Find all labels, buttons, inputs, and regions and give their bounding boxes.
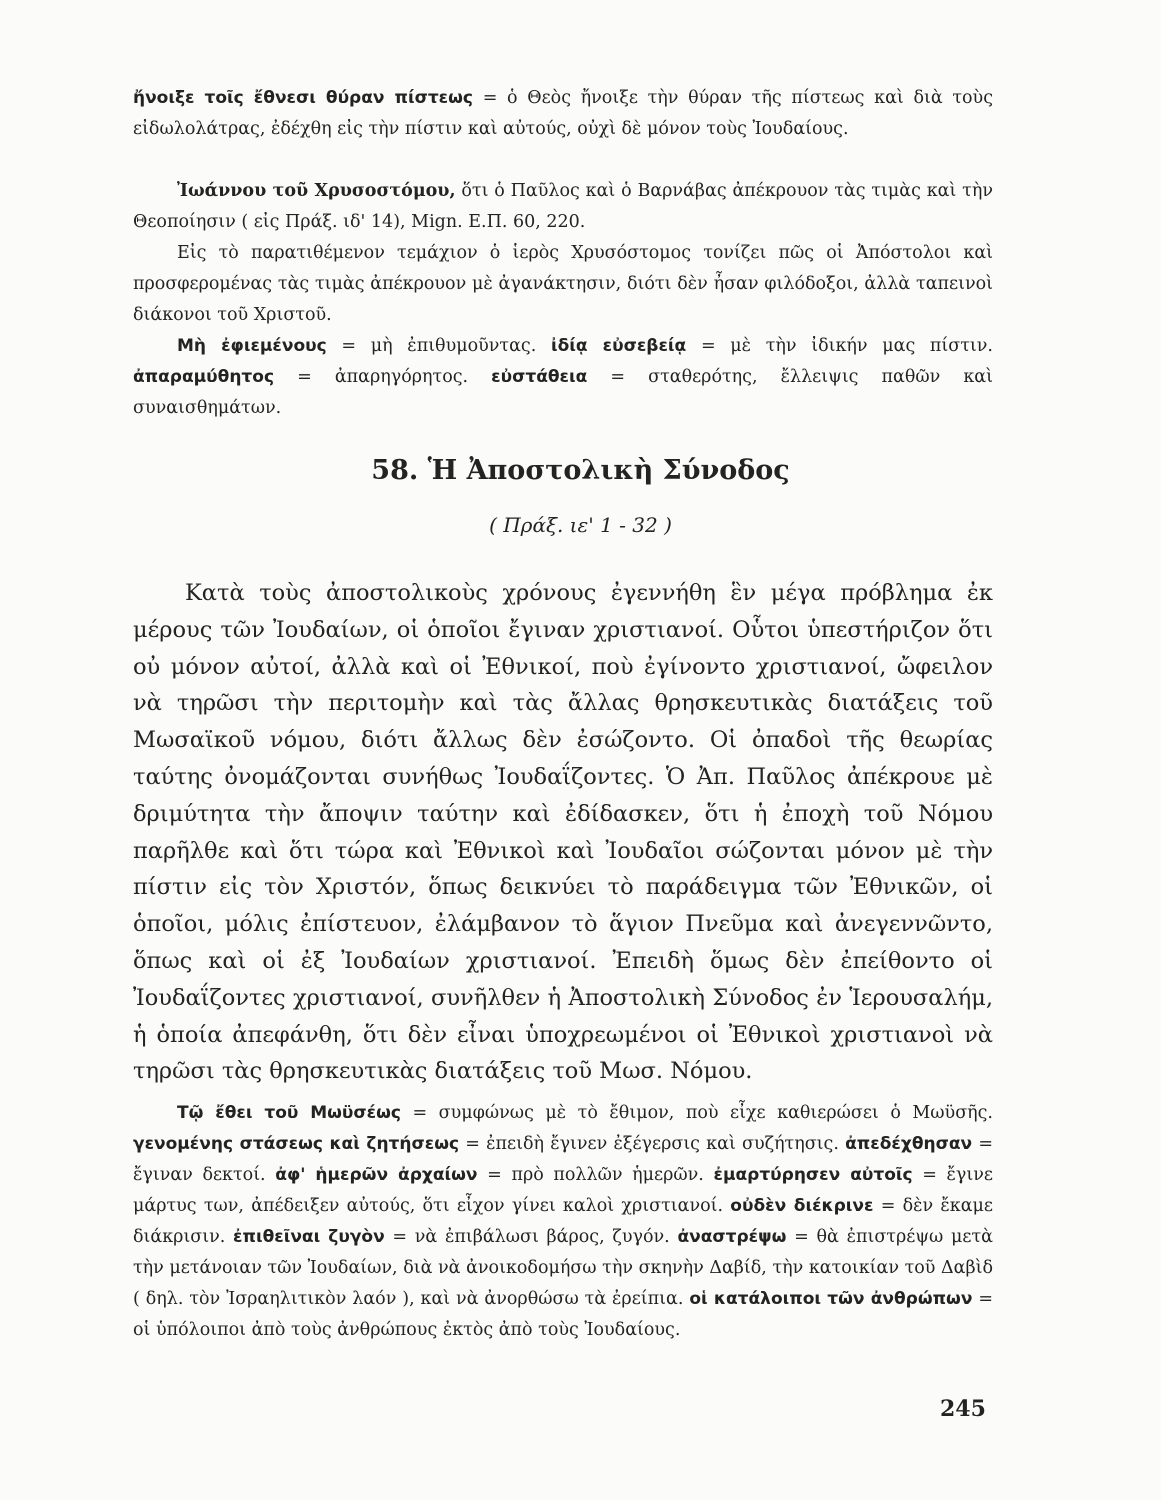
note-term: ἀφ' ἡμερῶν ἀρχαίων	[275, 1165, 478, 1185]
note-definition: = μὴ ἐπιθυμοῦντας.	[341, 336, 537, 356]
note-paragraph	[133, 176, 993, 238]
note-definition: = ἔγινε μάρτυς των, ἀπέδειξεν αὐτούς, ὅτι εἶχον γίνει καλοὶ χριστιανοί.	[133, 1165, 993, 1216]
note-definition: Εἰς τὸ παρατιθέμενον τεμάχιον ὁ ἱερὸς Χρυσόστομος τονίζει πῶς οἱ Ἀπόστολοι καὶ προσφερομένας τὰς τιμὰς ἀπέκρουον μὲ ἀγανάκτησιν, διότι δὲν ἦσαν φιλόδοξοι, ἀλλὰ ταπεινοὶ διάκονοι τοῦ Χριστοῦ.	[133, 243, 993, 325]
main-text	[133, 575, 993, 1090]
note-definition: = νὰ ἐπιβάλωσι βάρος, ζυγόν.	[392, 1227, 670, 1247]
note-definition: = πρὸ πολλῶν ἡμερῶν.	[487, 1165, 704, 1185]
note-definition: = ἔγιναν δεκτοί.	[133, 1134, 993, 1185]
page-number: 245	[940, 1396, 986, 1422]
note-term: ἰδίᾳ εὐσεβείᾳ	[551, 336, 687, 356]
note-paragraph	[133, 331, 993, 424]
note-term: Τῷ ἔθει τοῦ Μωϋσέως	[177, 1103, 401, 1123]
note-term: οὐδὲν διέκρινε	[730, 1196, 874, 1216]
note-definition: = ὁ Θεὸς ἤνοιξε τὴν θύραν τῆς πίστεως καὶ διὰ τοὺς εἰδωλολάτρας, ἐδέχθη εἰς τὴν πίστιν καὶ αὐτούς, οὐχὶ δὲ μόνον τοὺς Ἰουδαίους.	[133, 88, 993, 139]
note-paragraph	[133, 238, 993, 331]
note-definition: ὅτι ὁ Παῦλος καὶ ὁ Βαρνάβας ἀπέκρουον τὰς τιμὰς καὶ τὴν Θεοποίησιν ( εἰς Πράξ. ιδ' 14), Mign. Ε.Π. 60, 220.	[133, 181, 993, 232]
note-definition: = οἱ ὑπόλοιποι ἀπὸ τοὺς ἀνθρώπους ἐκτὸς ἀπὸ τοὺς Ἰουδαίους.	[133, 1289, 994, 1340]
note-term: γενομένης στάσεως καὶ ζητήσεως	[133, 1134, 460, 1154]
note-definition: = μὲ τὴν ἰδικήν μας πίστιν.	[700, 336, 993, 356]
note-definition: = σταθερότης, ἔλλειψις παθῶν καὶ συναισθημάτων.	[133, 367, 993, 418]
note-paragraph	[133, 1098, 993, 1346]
notes-top	[133, 83, 993, 424]
note-term: ἤνοιξε τοῖς ἔθνεσι θύραν πίστεως	[133, 88, 473, 108]
note-term: οἱ κατάλοιποι τῶν ἀνθρώπων	[689, 1289, 973, 1309]
note-term: ἐμαρτύρησεν αὐτοῖς	[713, 1165, 913, 1185]
section-reference: ( Πράξ. ιε' 1 - 32 )	[489, 513, 672, 537]
note-definition: = συμφώνως μὲ τὸ ἔθιμον, ποὺ εἶχε καθιερώσει ὁ Μωϋσῆς.	[412, 1103, 993, 1123]
section-title: 58. Ἡ Ἀποστολικὴ Σύνοδος	[371, 455, 790, 486]
note-term: ἀπαραμύθητος	[133, 367, 275, 387]
note-term: ἐπιθεῖναι ζυγὸν	[233, 1227, 385, 1247]
note-term: Ἰωάννου τοῦ Χρυσοστόμου,	[177, 181, 456, 201]
note-definition: = δὲν ἔκαμε διάκρισιν.	[133, 1196, 993, 1247]
note-term: ἀπεδέχθησαν	[845, 1134, 973, 1154]
notes-bottom	[133, 1098, 993, 1346]
note-definition: = θὰ ἐπιστρέψω μετὰ τὴν μετάνοιαν τῶν Ἰουδαίων, διὰ νὰ ἀνοικοδομήσω τὴν σκηνὴν Δαβίδ, τὴν κατοικίαν τοῦ Δαβὶδ ( δηλ. τὸν Ἰσραηλιτικὸν λαόν ), καὶ νὰ ἀνορθώσω τὰ ἐρείπια.	[133, 1227, 993, 1309]
note-paragraph	[133, 83, 993, 145]
note-definition: = ἀπαρηγόρητος.	[297, 367, 469, 387]
body-paragraph: Κατὰ τοὺς ἀποστολικοὺς χρόνους ἐγεννήθη ἓν μέγα πρόβλημα ἐκ μέρους τῶν Ἰουδαίων, οἱ ὁποῖοι ἔγιναν χριστιανοί. Οὗτοι ὑπεστήριζον ὅτι οὐ μόνον αὐτοί, ἀλλὰ καὶ οἱ Ἐθνικοί, ποὺ ἐγίνοντο χριστιανοί, ὤφειλον νὰ τηρῶσι τὴν περιτομὴν καὶ τὰς ἄλλας θρησκευτικὰς διατάξεις τοῦ Μωσαϊκοῦ νόμου, διότι ἄλλως δὲν ἐσώζοντο. Οἱ ὀπαδοὶ τῆς θεωρίας ταύτης ὀνομάζονται συνήθως Ἰουδαΐζοντες. Ὁ Ἀπ. Παῦλος ἀπέκρουε μὲ δριμύτητα τὴν ἄποψιν ταύτην καὶ ἐδίδασκεν, ὅτι ἡ ἐποχὴ τοῦ Νόμου παρῆλθε καὶ ὅτι τώρα καὶ Ἐθνικοὶ καὶ Ἰουδαῖοι σώζονται μόνον μὲ τὴν πίστιν εἰς τὸν Χριστόν, ὅπως δεικνύει τὸ παράδειγμα τῶν Ἐθνικῶν, οἱ ὁποῖοι, μόλις ἐπίστευον, ἐλάμβανον τὸ ἅγιον Πνεῦμα καὶ ἀνεγεννῶντο, ὅπως καὶ οἱ ἐξ Ἰουδαίων χριστιανοί. Ἐπειδὴ ὅμως δὲν ἐπείθοντο οἱ Ἰουδαΐζοντες χριστιανοί, συνῆλθεν ἡ Ἀποστολικὴ Σύνοδος ἐν Ἱερουσαλήμ, ἡ ὁποία ἀπεφάνθη, ὅτι δὲν εἶναι ὑποχρεωμένοι οἱ Ἐθνικοὶ χριστιανοὶ νὰ τηρῶσι τὰς θρησκευτικὰς διατάξεις τοῦ Μωσ. Νόμου.	[133, 580, 993, 1085]
note-definition: = ἐπειδὴ ἔγινεν ἐξέγερσις καὶ συζήτησις.	[465, 1134, 839, 1154]
note-term: ἀναστρέψω	[677, 1227, 787, 1247]
note-term: εὐστάθεια	[491, 367, 588, 387]
note-term: Μὴ ἐφιεμένους	[177, 336, 327, 356]
